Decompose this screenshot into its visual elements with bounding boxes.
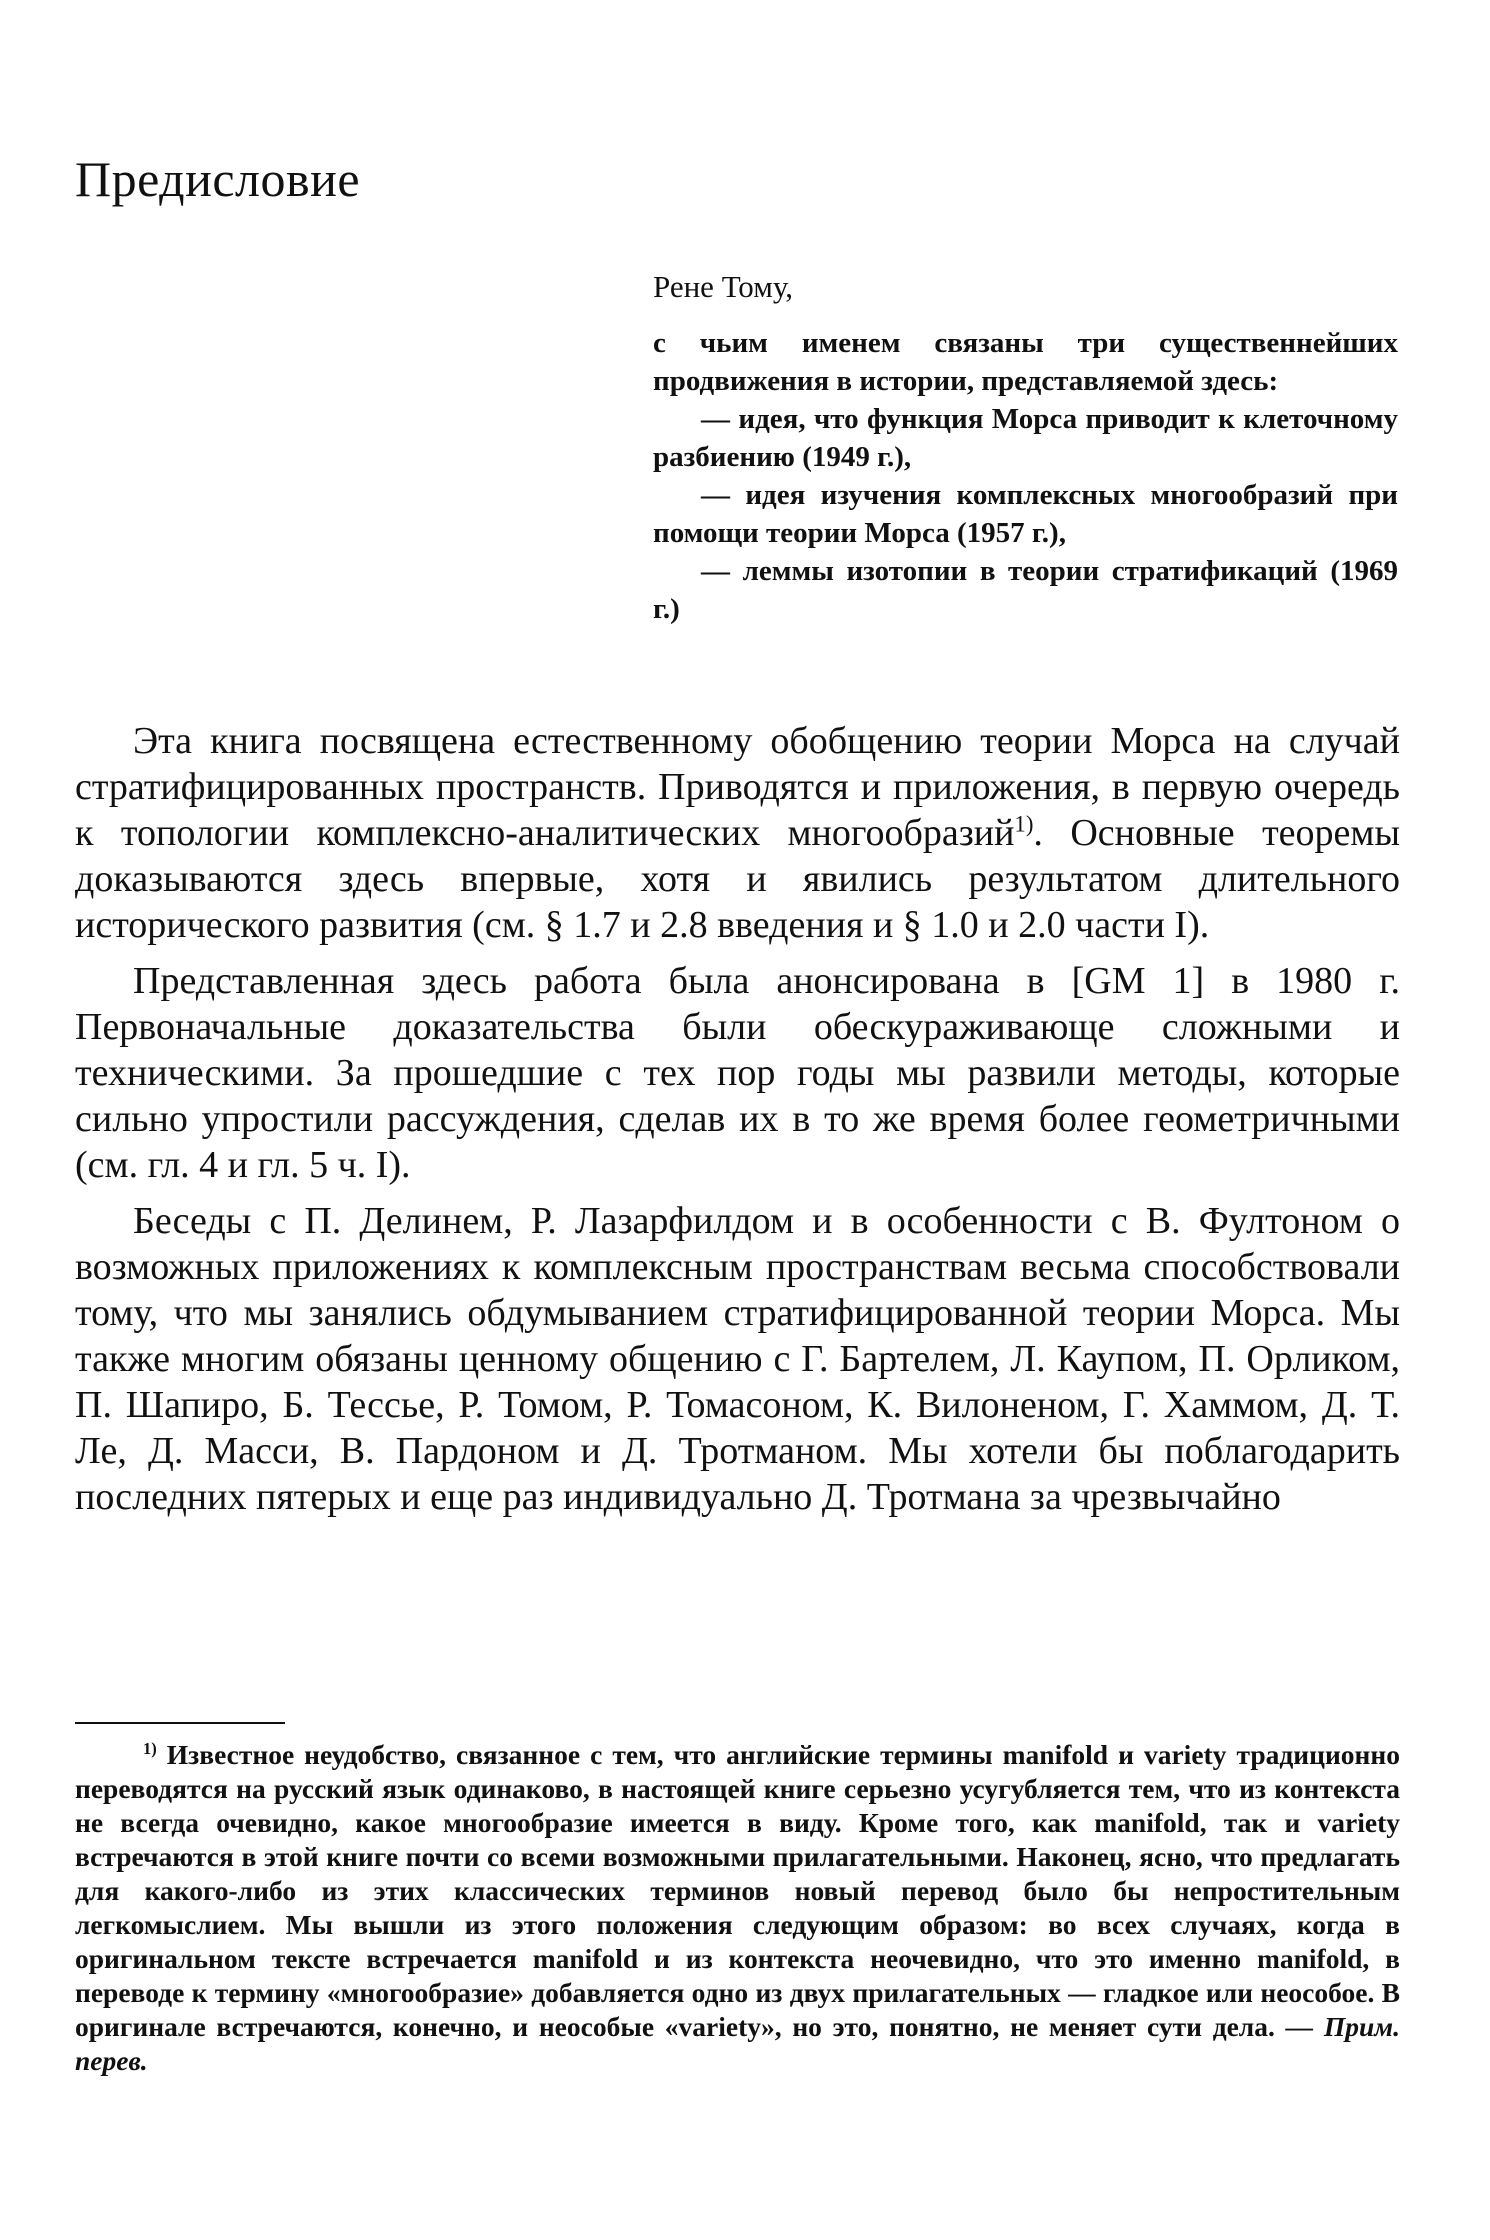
footnote-divider <box>75 1722 285 1724</box>
footnote-mark: 1) <box>143 1738 157 1758</box>
footnote-reference[interactable]: 1) <box>1014 811 1034 837</box>
dedication-item: — идея изучения комплексных многообразий при помощи теории Морса (1957 г.), <box>653 479 1398 549</box>
footnote-text: Известное неудобство, связанное с тем, что английские термины manifold и variety традиционно переводятся на русский язык одинаково, в настоящей книге серьезно усугубляется тем, что из контекста не всегда очевидно, какое многообразие имеется в виду. Кроме того, как manifold, так и variety встречаются в этой книге почти со всеми возможными прилагательными. Наконец, ясно, что предлагать для какого-либо из этих классических терминов новый перевод было бы непростительным легкомыслием. Мы вышли из этого положения следующим образом: во всех случаях, когда в оригинальном тексте встречается manifold и из контекста неочевидно, что это именно manifold, в переводе к термину «многообразие» добавляется одно из двух прилагательных — гладкое или неособое. В оригинале встречаются, конечно, и неособые «variety», но это, понятно, не меняет сути дела. <box>75 1739 1401 2042</box>
dedication-item: — идея, что функция Морса приводит к клеточному разбиению (1949 г.), <box>653 403 1398 473</box>
preface-body <box>75 718 1400 1530</box>
paragraph <box>75 718 1400 948</box>
dedication-item: — леммы изотопии в теории стратификаций (1969 г.) <box>653 555 1398 625</box>
page-title: Предисловие <box>75 151 361 207</box>
footnote <box>75 1738 1400 2078</box>
paragraph: Представленная здесь работа была анонсирована в [GM 1] в 1980 г. Первоначальные доказательства были обескураживающе сложными и техническими. За прошедшие с тех пор годы мы развили методы, которые сильно упростили рассуждения, сделав их в то же время более геометричными (см. гл. 4 и гл. 5 ч. I). <box>75 960 1400 1186</box>
paragraph: Беседы с П. Делинем, Р. Лазарфилдом и в особенности с В. Фултоном о возможных приложениях к комплексным пространствам весьма способствовали тому, что мы занялись обдумыванием стратифицированной теории Морса. Мы также многим обязаны ценному общению с Г. Бартелем, Л. Каупом, П. Орликом, П. Шапиро, Б. Тессье, Р. Томом, Р. Томасоном, К. Вилоненом, Г. Хаммом, Д. Т. Ле, Д. Масси, В. Пардоном и Д. Тротманом. Мы хотели бы поблагодарить последних пятерых и еще раз индивидуально Д. Тротмана за чрезвычайно <box>75 1200 1400 1518</box>
translator-note-tag: — Прим. перев. <box>75 2011 1401 2076</box>
paragraph-text: Эта книга посвящена естественному обобщению теории Морса на случай стратифицированных пространств. Приводятся и приложения, в первую очередь к топологии комплексно-аналитических многообразий <box>75 720 1400 854</box>
dedication-recipient: Рене Тому, <box>653 269 793 304</box>
dedication-block <box>653 268 1398 628</box>
paragraph-text: . Основные теоремы доказываются здесь впервые, хотя и явились результатом длительного исторического развития (см. § 1.7 и 2.8 введения и § 1.0 и 2.0 части I). <box>75 812 1400 946</box>
dedication-intro: с чьим именем связаны три существеннейших продвижения в истории, представляемой здесь: <box>653 327 1398 397</box>
